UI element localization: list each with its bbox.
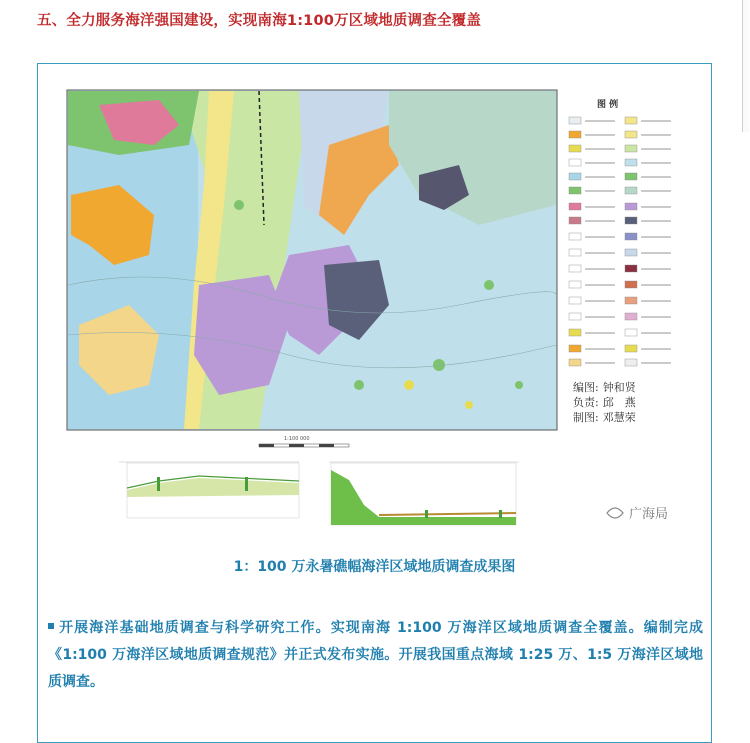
credit-compiler: 编图: 钟和贤 (573, 381, 636, 394)
cross-section-right (329, 462, 519, 525)
watermark (607, 507, 668, 522)
scale-bar (259, 444, 349, 447)
map-graphic (59, 85, 694, 540)
figure-caption: 1：100 万永暑礁幅海洋区域地质调查成果图 (233, 559, 516, 575)
geologic-map-figure (59, 85, 694, 540)
credit-responsible: 负责: 邱 燕 (573, 396, 636, 409)
section-heading: 五、全力服务海洋强国建设，实现南海1:100万区域地质调查全覆盖 (37, 13, 482, 29)
cross-section-left (119, 462, 299, 518)
legend-swatches (569, 117, 637, 366)
credit-drafter: 制图: 邓慧荣 (573, 411, 636, 424)
body-paragraph (48, 615, 703, 696)
scale-text: 1:100 000 (284, 436, 310, 442)
watermark-logo-icon (607, 508, 623, 518)
legend-title: 图 例 (597, 100, 619, 110)
scrollbar[interactable] (742, 0, 749, 132)
watermark-text: 广海局 (629, 507, 669, 522)
bullet-icon (48, 623, 54, 629)
body-paragraph-text: 开展海洋基础地质调查与科学研究工作。实现南海 1:100 万海洋区域地质调查全覆盖。编制完成《1:100 万海洋区域地质调查规范》并正式发布实施。开展我国重点海域 1:25 万、1:5 万海洋区域地质调查。 (48, 620, 703, 690)
